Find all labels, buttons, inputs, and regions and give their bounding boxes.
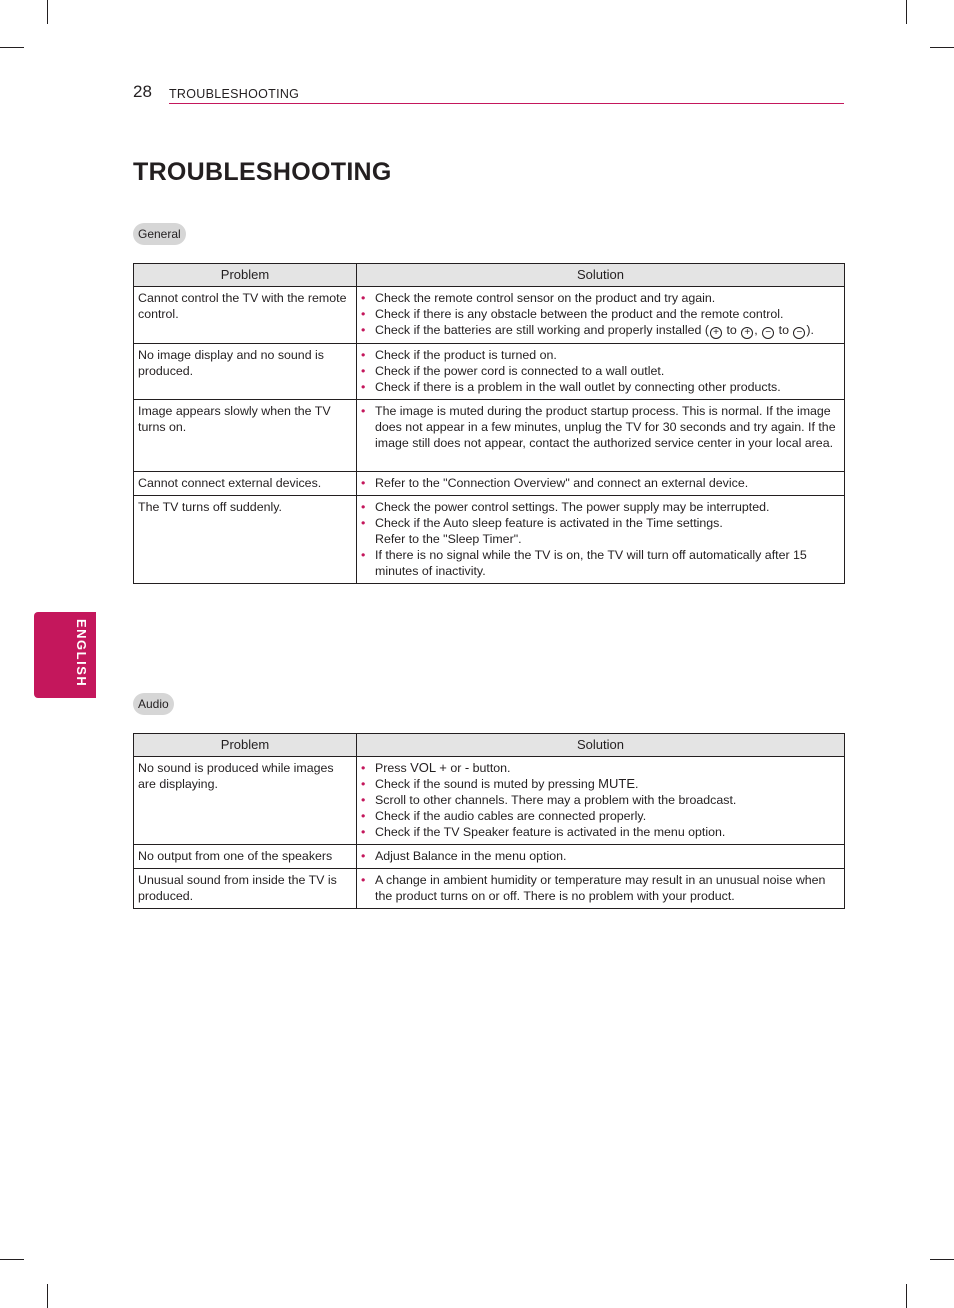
crop-mark — [47, 0, 48, 24]
table-row — [134, 845, 845, 869]
table-header-row — [134, 264, 845, 287]
minus-terminal-icon: − — [793, 327, 805, 339]
table-row — [134, 400, 845, 472]
page-header — [133, 82, 844, 104]
problem-cell: No output from one of the speakers — [134, 845, 357, 869]
mute-key: MUTE — [598, 776, 636, 791]
solution-cell — [357, 472, 845, 496]
solution-cell — [357, 869, 845, 909]
table-row — [134, 472, 845, 496]
table-row — [134, 869, 845, 909]
crop-mark — [930, 47, 954, 48]
crop-mark — [906, 1284, 907, 1308]
solution-item: • Press VOL + or - button. — [361, 760, 840, 776]
crop-mark — [47, 1284, 48, 1308]
table-row — [134, 344, 845, 400]
minus-terminal-icon: − — [762, 327, 774, 339]
plus-terminal-icon: + — [710, 327, 722, 339]
solution-cell — [357, 845, 845, 869]
plus-terminal-icon: + — [741, 327, 753, 339]
solution-item: • Scroll to other channels. There may a problem with the broadcast. — [361, 792, 840, 808]
problem-cell: The TV turns off suddenly. — [134, 496, 357, 584]
solution-item: • A change in ambient humidity or temperature may result in an unusual noise when the product turns on or off. There is no problem with your product. — [361, 872, 840, 904]
solution-item: • Check the remote control sensor on the product and try again. — [361, 290, 840, 306]
problem-cell: No image display and no sound is produced. — [134, 344, 357, 400]
table-row — [134, 757, 845, 845]
column-header-problem: Problem — [134, 734, 357, 757]
audio-table — [133, 733, 845, 909]
problem-cell: No sound is produced while images are displaying. — [134, 757, 357, 845]
solution-item: • If there is no signal while the TV is on, the TV will turn off automatically after 15 minutes of inactivity. — [361, 547, 840, 579]
table-row — [134, 287, 845, 344]
language-side-tab-label: ENGLISH — [74, 619, 89, 688]
solution-cell — [357, 757, 845, 845]
solution-item: • Check if there is any obstacle between the product and the remote control. — [361, 306, 840, 322]
solution-item: • Check if there is a problem in the wall outlet by connecting other products. — [361, 379, 840, 395]
header-rule — [169, 103, 844, 104]
solution-item: • The image is muted during the product startup process. This is normal. If the image does not appear in a few minutes, unplug the TV for 30 seconds and try again. If the image still does not appear, contact the authorized service center in your local area. — [361, 403, 840, 451]
solution-item: • Check if the product is turned on. — [361, 347, 840, 363]
problem-cell: Cannot connect external devices. — [134, 472, 357, 496]
solution-cell — [357, 287, 845, 344]
column-header-solution: Solution — [357, 734, 845, 757]
problem-cell: Cannot control the TV with the remote control. — [134, 287, 357, 344]
page-number: 28 — [133, 82, 152, 101]
vol-minus-key: - — [464, 760, 470, 775]
solution-item: • Check the power control settings. The power supply may be interrupted. — [361, 499, 840, 515]
column-header-problem: Problem — [134, 264, 357, 287]
solution-item: • Check if the TV Speaker feature is activated in the menu option. — [361, 824, 840, 840]
table-header-row — [134, 734, 845, 757]
solution-item: • Check if the audio cables are connected properly. — [361, 808, 840, 824]
section-label-audio: Audio — [133, 693, 174, 715]
problem-cell: Image appears slowly when the TV turns on. — [134, 400, 357, 472]
solution-cell — [357, 400, 845, 472]
crop-mark — [0, 1259, 24, 1260]
crop-mark — [930, 1259, 954, 1260]
column-header-solution: Solution — [357, 264, 845, 287]
page-title: TROUBLESHOOTING — [133, 158, 392, 186]
problem-cell: Unusual sound from inside the TV is produced. — [134, 869, 357, 909]
running-head: TROUBLESHOOTING — [169, 87, 300, 101]
solution-cell — [357, 344, 845, 400]
solution-item: • Adjust Balance in the menu option. — [361, 848, 840, 864]
solution-item: • Check if the batteries are still working and properly installed ( + to + , − to − ). — [361, 322, 840, 339]
table-row — [134, 496, 845, 584]
solution-cell — [357, 496, 845, 584]
solution-item: • Check if the Auto sleep feature is activated in the Time settings. Refer to the "Sleep Timer". — [361, 515, 840, 547]
solution-item: • Check if the sound is muted by pressing MUTE. — [361, 776, 840, 792]
solution-item: • Refer to the "Connection Overview" and connect an external device. — [361, 475, 840, 491]
sub-note: Refer to the "Sleep Timer". — [375, 532, 522, 546]
crop-mark — [0, 47, 24, 48]
general-table — [133, 263, 845, 584]
vol-plus-key: VOL + — [410, 760, 447, 775]
section-label-general: General — [133, 223, 186, 245]
crop-mark — [906, 0, 907, 24]
solution-item: • Check if the power cord is connected to a wall outlet. — [361, 363, 840, 379]
